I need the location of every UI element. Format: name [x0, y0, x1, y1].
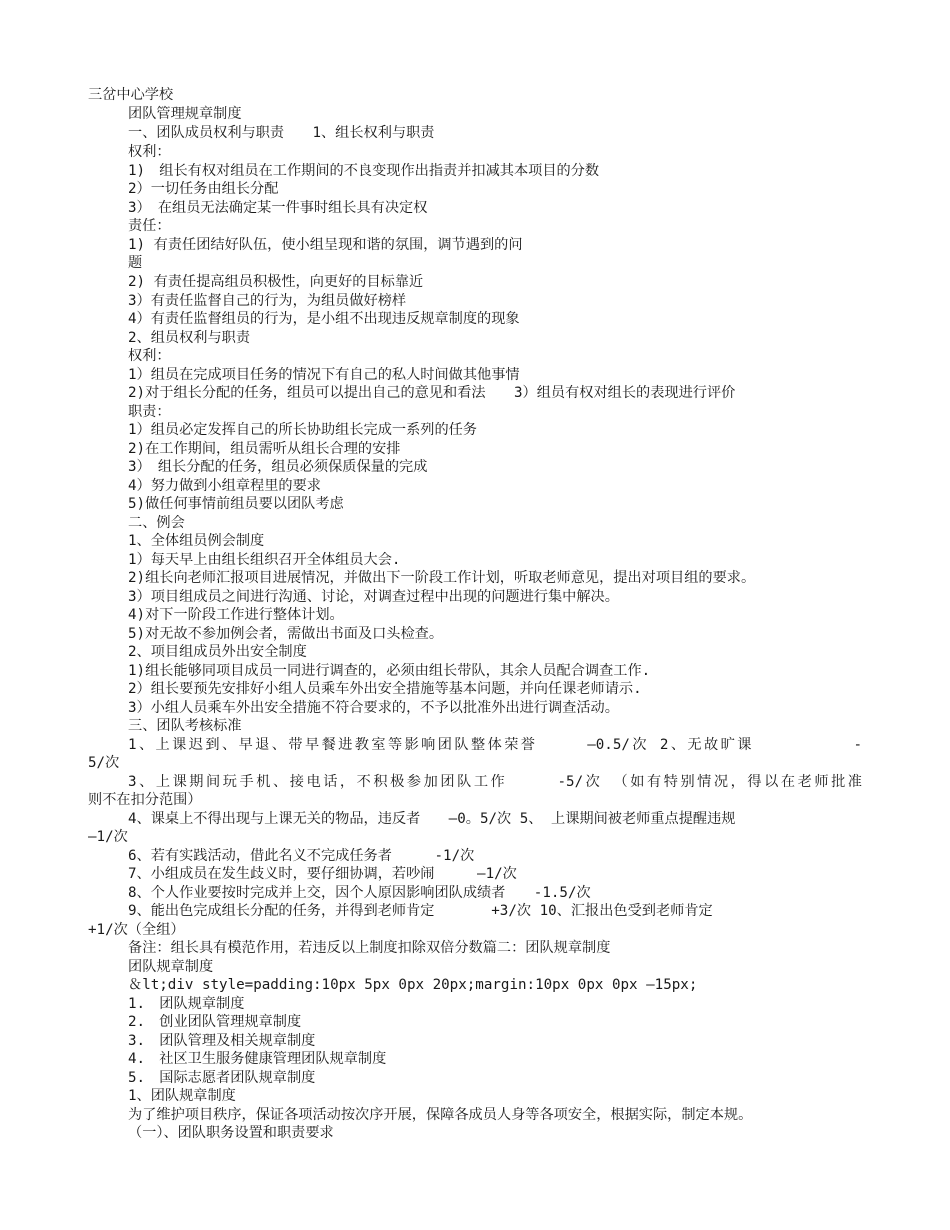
assessment-item: 6、若有实践活动，借此名义不完成任务者 -1/次 — [128, 848, 475, 864]
text-line: 2）一切任务由组长分配 — [128, 181, 279, 197]
list-item: 2. 创业团队管理规章制度 — [128, 1014, 302, 1030]
assessment-item-cont: +1/次（全组） — [88, 922, 185, 938]
text-line: 2）组长要预先安排好小组人员乘车外出安全措施等基本问题，并向任课老师请示. — [128, 681, 642, 697]
text-line: 4)对下一阶段工作进行整体计划。 — [128, 607, 344, 623]
text-line: 3） 组长分配的任务，组员必须保质保量的完成 — [128, 459, 428, 475]
text-line: 3）小组人员乘车外出安全措施不符合要求的，不予以批准外出进行调查活动。 — [128, 700, 619, 716]
text-line: 2)在工作期间，组员需听从组长合理的安排 — [128, 441, 401, 457]
text-line: 1）组员在完成项目任务的情况下有自己的私人时间做其他事情 — [128, 367, 520, 383]
list-item: 5. 国际志愿者团队规章制度 — [128, 1070, 316, 1086]
section-heading: 2、项目组成员外出安全制度 — [128, 644, 307, 660]
list-item: 1. 团队规章制度 — [128, 996, 245, 1012]
section-heading: 2、组员权利与职责 — [128, 330, 251, 346]
assessment-item: 8、个人作业要按时完成并上交，因个人原因影响团队成绩者 -1.5/次 — [128, 885, 591, 901]
text-line: 2)对于组长分配的任务，组员可以提出自己的意见和看法 3）组员有权对组长的表现进行评价 — [128, 385, 736, 401]
text-line: 1）组员必定发挥自己的所长协助组长完成一系列的任务 — [128, 422, 478, 438]
text-line: 1）每天早上由组长组织召开全体组员大会. — [128, 552, 401, 568]
assessment-item: 9、能出色完成组长分配的任务，并得到老师肯定 +3/次 10、汇报出色受到老师肯定 — [128, 903, 713, 919]
code-line: ＆lt;div style=padding:10px 5px 0px 20px;margin:10px 0px 0px —15px; — [128, 977, 698, 993]
assessment-item: 3、上课期间玩手机、接电话，不积极参加团队工作 -5/次 （如有特别情况，得以在老师批准 — [128, 774, 862, 790]
note-line: 备注：组长具有模范作用，若违反以上制度扣除双倍分数篇二：团队规章制度 — [128, 940, 611, 956]
text-line: 3） 在组员无法确定某一件事时组长具有决定权 — [128, 200, 428, 216]
assessment-item: 7、小组成员在发生歧义时，要仔细协调，若吵闹 —1/次 — [128, 866, 517, 882]
text-line: 1) 有责任团结好队伍，使小组呈现和谐的氛围，调节遇到的问 — [128, 237, 523, 253]
text-line: 1) 组长有权对组员在工作期间的不良变现作出指责并扣减其本项目的分数 — [128, 163, 600, 179]
subheading: 责任： — [128, 218, 171, 234]
text-line: 题 — [128, 255, 143, 271]
section-heading: 1、全体组员例会制度 — [128, 533, 265, 549]
assessment-item-cont: 则不在扣分范围） — [88, 792, 202, 808]
assessment-item: 1、上课迟到、早退、带早餐进教室等影响团队整体荣誉 —0.5/次 2、无故旷课 - — [128, 737, 862, 753]
school-name: 三岔中心学校 — [88, 87, 174, 103]
text-line: 2)组长向老师汇报项目进展情况，并做出下一阶段工作计划，听取老师意见，提出对项目组的要求。 — [128, 570, 756, 586]
subheading: 权利： — [128, 144, 171, 160]
assessment-item: 4、课桌上不得出现与上课无关的物品，违反者 —0。5/次 5、 上课期间被老师重点提醒违规 — [128, 811, 736, 827]
text-line: 5)对无故不参加例会者，需做出书面及口头检查。 — [128, 626, 444, 642]
doc-title-2: 团队规章制度 — [128, 959, 214, 975]
text-line: 5)做任何事情前组员要以团队考虑 — [128, 496, 344, 512]
assessment-item-cont: —1/次 — [88, 829, 128, 845]
section-heading: 一、团队成员权利与职责 1、组长权利与职责 — [128, 125, 435, 141]
section-heading: （一）、团队职务设置和职责要求 — [128, 1125, 334, 1141]
text-line: 2) 有责任提高组员积极性，向更好的目标靠近 — [128, 274, 424, 290]
section-heading: 二、例会 — [128, 515, 185, 531]
list-item: 4. 社区卫生服务健康管理团队规章制度 — [128, 1051, 387, 1067]
text-line: 3）项目组成员之间进行沟通、讨论，对调查过程中出现的问题进行集中解决。 — [128, 589, 619, 605]
list-item: 3. 团队管理及相关规章制度 — [128, 1033, 316, 1049]
text-line: 4）努力做到小组章程里的要求 — [128, 478, 321, 494]
assessment-item-cont: 5/次 — [88, 755, 120, 771]
doc-title: 团队管理规章制度 — [128, 106, 242, 122]
text-line: 1)组长能够同项目成员一同进行调查的，必须由组长带队，其余人员配合调查工作. — [128, 663, 651, 679]
section-heading: 三、团队考核标准 — [128, 718, 242, 734]
section-heading: 1、团队规章制度 — [128, 1088, 236, 1104]
text-line: 为了维护项目秩序，保证各项活动按次序开展，保障各成员人身等各项安全，根据实际，制定本规。 — [128, 1107, 753, 1123]
text-line: 4）有责任监督组员的行为，是小组不出现违反规章制度的现象 — [128, 311, 520, 327]
text-line: 3）有责任监督自己的行为，为组员做好榜样 — [128, 293, 407, 309]
subheading: 职责： — [128, 404, 171, 420]
subheading: 权利： — [128, 348, 171, 364]
